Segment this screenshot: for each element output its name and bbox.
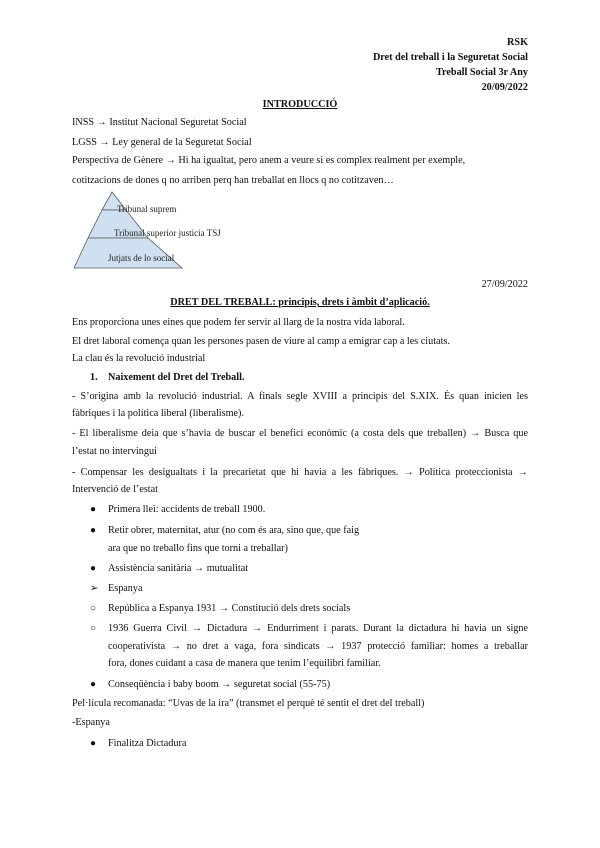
section-date: 27/09/2022 [481,279,528,290]
para-tools: Ens proporciona unes eines que podem fer servir al llarg de la nostra vida laboral. [72,317,405,328]
header-subject: Dret del treball i la Seguretat Social [372,52,528,63]
para-key: La clau és la revolució industrial [72,353,206,364]
list-item-healthcare: Assistència sanitària → mutualitat [108,563,249,574]
para-spain: -Espanya [72,717,110,728]
para-liberalism-2: l’estat no intervingui [72,446,157,457]
list-item-retirement-1: Retir obrer, maternitat, atur (no com és ara, sino que, que faig [108,525,360,536]
list-item-republic: República a Espanya 1931 → Constitució dels drets socials [108,603,351,614]
list-item-civil-war-2: cooperativista → no dret a vaga, fora sindicats → 1937 protecció familiar: homes a treballar [108,641,528,652]
para-compensate-1: - Compensar les desigualtats i la precarietat que hi havia a les fàbriques. → Política proteccionista → [72,467,528,478]
heading-number: 1. [90,372,98,383]
circle-bullet-icon: ○ [90,603,97,614]
intro-line-gender-1: Perspectiva de Gènere → Hi ha igualtat, pero anem a veure si es complex realment per exemple, [72,155,466,166]
pyramid-label-tsj: Tribunal superior justicia TSJ [114,228,221,238]
para-compensate-2: Intervenció de l’estat [72,484,158,495]
intro-title: INTRODUCCIÓ [262,99,338,110]
bullet-dot-icon: ● [90,504,97,515]
heading-birth-labour-law: Naixement del Dret del Treball. [108,372,245,383]
circle-bullet-icon: ○ [90,623,97,634]
section-title: DRET DEL TREBALL: principis, drets i àmbit d’aplicació. [170,297,430,308]
para-labour-law: El dret laboral comença quan les persones pasen de viure al camp a emigrar cap a les ciutats. [72,336,450,347]
para-origin-2: fàbriques i la política liberal (liberalisme). [72,408,244,419]
list-item-baby-boom: Conseqüència i baby boom → seguretat social (55-75) [108,679,331,690]
header-initials: RSK [507,37,528,48]
bullet-dot-icon: ● [90,738,97,749]
list-item-spain: Espanya [108,583,143,594]
arrow-bullet-icon: ➢ [90,583,99,594]
list-item-first-law: Primera llei: accidents de treball 1900. [108,504,266,515]
list-item-retirement-2: ara que no treballo fins que torni a treballar) [108,543,288,554]
para-film-recommendation: Pel·lícula recomanada: “Uvas de la ira” (transmet el perquè té sentit el dret del treball) [72,698,425,709]
pyramid-label-supreme: Tribunal suprem [117,204,177,214]
bullet-dot-icon: ● [90,525,97,536]
intro-line-lgss: LGSS → Ley general de la Seguretat Social [72,137,252,148]
para-origin-1: - S’origina amb la revolució industrial. A finals segle XVIII a principis del S.XIX. És quan inicien les [72,391,528,402]
header-date: 20/09/2022 [481,82,528,93]
intro-line-gender-2: cotitzacions de dones q no arriben perq han treballat en llocs q no cotitzaven… [72,175,394,186]
pyramid-label-social: Jutjats de lo social [108,253,175,263]
list-item-civil-war-1: 1936 Guerra Civil → Dictadura → Endurriment i parats. Durant la dictadura hi havia un signe [108,623,528,634]
para-liberalism-1: - El liberalisme deia que s’havia de buscar el benefici econòmic (a costa dels que treballen) → Busca que [72,428,528,439]
header-course: Treball Social 3r Any [436,67,528,78]
intro-line-inss: INSS → Institut Nacional Seguretat Social [72,117,247,128]
bullet-dot-icon: ● [90,563,97,574]
bullet-dot-icon: ● [90,679,97,690]
list-item-end-dictatorship: Finalitza Dictadura [108,738,187,749]
list-item-civil-war-3: fora, dones cuidant a casa de manera que tenim l’equilibri familiar. [108,658,381,669]
